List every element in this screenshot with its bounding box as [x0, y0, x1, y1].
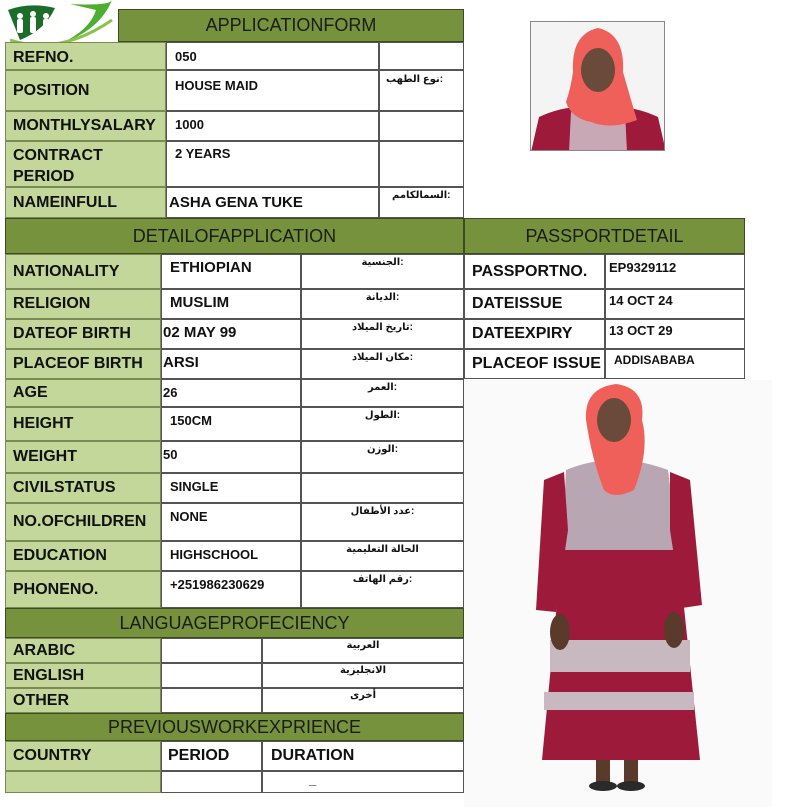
place-of-issue-label: PLACEOF ISSUE	[464, 349, 605, 379]
no-ofchildren-label: NO.OFCHILDREN	[5, 503, 161, 541]
refno-value: 050	[166, 42, 379, 70]
position-label: POSITION	[5, 70, 166, 111]
date-expiry-value: 13 OCT 29	[605, 319, 745, 349]
application-form-title-text: APPLICATIONFORM	[205, 15, 377, 35]
civilstatus-label: CIVILSTATUS	[5, 473, 161, 503]
refno-arabic	[379, 42, 464, 70]
language-arabic-value	[161, 638, 262, 663]
monthly-salary-arabic	[379, 111, 464, 141]
name-in-full-arabic: :السمالكامم	[379, 187, 464, 218]
position-arabic: :نوع الطهب	[379, 70, 464, 111]
nationality-value: ETHIOPIAN	[161, 254, 301, 289]
passport-header-text: PASSPORTDETAIL	[525, 225, 684, 246]
refno-label: REFNO.	[5, 42, 166, 70]
weight-value: 50	[161, 441, 301, 473]
monthly-salary-value: 1000	[166, 111, 379, 141]
age-value: 26	[161, 379, 301, 407]
application-form-title	[118, 9, 464, 42]
monthly-salary-label: MONTHLYSALARY	[5, 111, 166, 141]
experience-duration-header: DURATION	[262, 741, 464, 771]
education-arabic: الحالة التعليمية	[301, 541, 464, 571]
nationality-arabic: :الجنسية	[301, 254, 464, 289]
details-header	[5, 218, 464, 254]
placeof-birth-label: PLACEOF BIRTH	[5, 349, 161, 379]
dateof-birth-arabic: :تاريخ الميلاد	[301, 319, 464, 349]
language-arabic-label: ARABIC	[5, 638, 161, 663]
language-english-value	[161, 663, 262, 688]
name-in-full-value: ASHA GENA TUKE	[166, 187, 379, 218]
experience-header	[5, 713, 464, 741]
passport-no-value: EP9329112	[605, 254, 745, 289]
dateof-birth-value: 02 MAY 99	[161, 319, 301, 349]
passport-no-label: PASSPORTNO.	[464, 254, 605, 289]
details-header-text: DETAILOFAPPLICATION	[132, 225, 337, 246]
age-arabic: :العمر	[301, 379, 464, 407]
dateof-birth-label: DATEOF BIRTH	[5, 319, 161, 349]
language-other-value	[161, 688, 262, 713]
contract-period-arabic	[379, 141, 464, 187]
experience-country-header: COUNTRY	[5, 741, 161, 771]
no-ofchildren-arabic: :عدد الأطفال	[301, 503, 464, 541]
religion-arabic: :الديانة	[301, 289, 464, 319]
weight-label: WEIGHT	[5, 441, 161, 473]
contract-period-label: CONTRACT PERIOD	[5, 141, 166, 187]
education-label: EDUCATION	[5, 541, 161, 571]
height-label: HEIGHT	[5, 407, 161, 441]
language-other-ar: أخرى	[262, 688, 464, 713]
civilstatus-value: SINGLE	[161, 473, 301, 503]
experience-row-period	[161, 771, 262, 793]
placeof-birth-arabic: :مكان الميلاد	[301, 349, 464, 379]
religion-label: RELIGION	[5, 289, 161, 319]
position-value: HOUSE MAID	[166, 70, 379, 111]
experience-row-country	[5, 771, 161, 793]
civilstatus-arabic	[301, 473, 464, 503]
place-of-issue-value: ADDISABABA	[605, 349, 745, 379]
date-issue-value: 14 OCT 24	[605, 289, 745, 319]
language-other-label: OTHER	[5, 688, 161, 713]
placeof-birth-value: ARSI	[161, 349, 301, 379]
language-header	[5, 608, 464, 638]
age-label: AGE	[5, 379, 161, 407]
weight-arabic: :الوزن	[301, 441, 464, 473]
height-value: 150CM	[161, 407, 301, 441]
language-english-label: ENGLISH	[5, 663, 161, 688]
language-english-ar: الانجليزية	[262, 663, 464, 688]
religion-value: MUSLIM	[161, 289, 301, 319]
height-arabic: :الطول	[301, 407, 464, 441]
phoneno-label: PHONENO.	[5, 571, 161, 608]
experience-row-duration: _	[262, 771, 464, 793]
experience-period-header: PERIOD	[161, 741, 262, 771]
education-value: HIGHSCHOOL	[161, 541, 301, 571]
full-body-photo	[464, 380, 772, 807]
contract-period-value: 2 YEARS	[166, 141, 379, 187]
experience-header-text: PREVIOUSWORKEXPRIENCE	[107, 716, 362, 737]
nationality-label: NATIONALITY	[5, 254, 161, 289]
date-issue-label: DATEISSUE	[464, 289, 605, 319]
name-in-full-label: NAMEINFULL	[5, 187, 166, 218]
date-expiry-label: DATEEXPIRY	[464, 319, 605, 349]
phoneno-value: +251986230629	[161, 571, 301, 608]
language-header-text: LANGUAGEPROFECIENCY	[119, 612, 350, 633]
no-ofchildren-value: NONE	[161, 503, 301, 541]
phoneno-arabic: :رقم الهاتف	[301, 571, 464, 608]
language-arabic-ar: العربية	[262, 638, 464, 663]
passport-header	[464, 218, 745, 254]
portrait-photo	[530, 21, 665, 151]
